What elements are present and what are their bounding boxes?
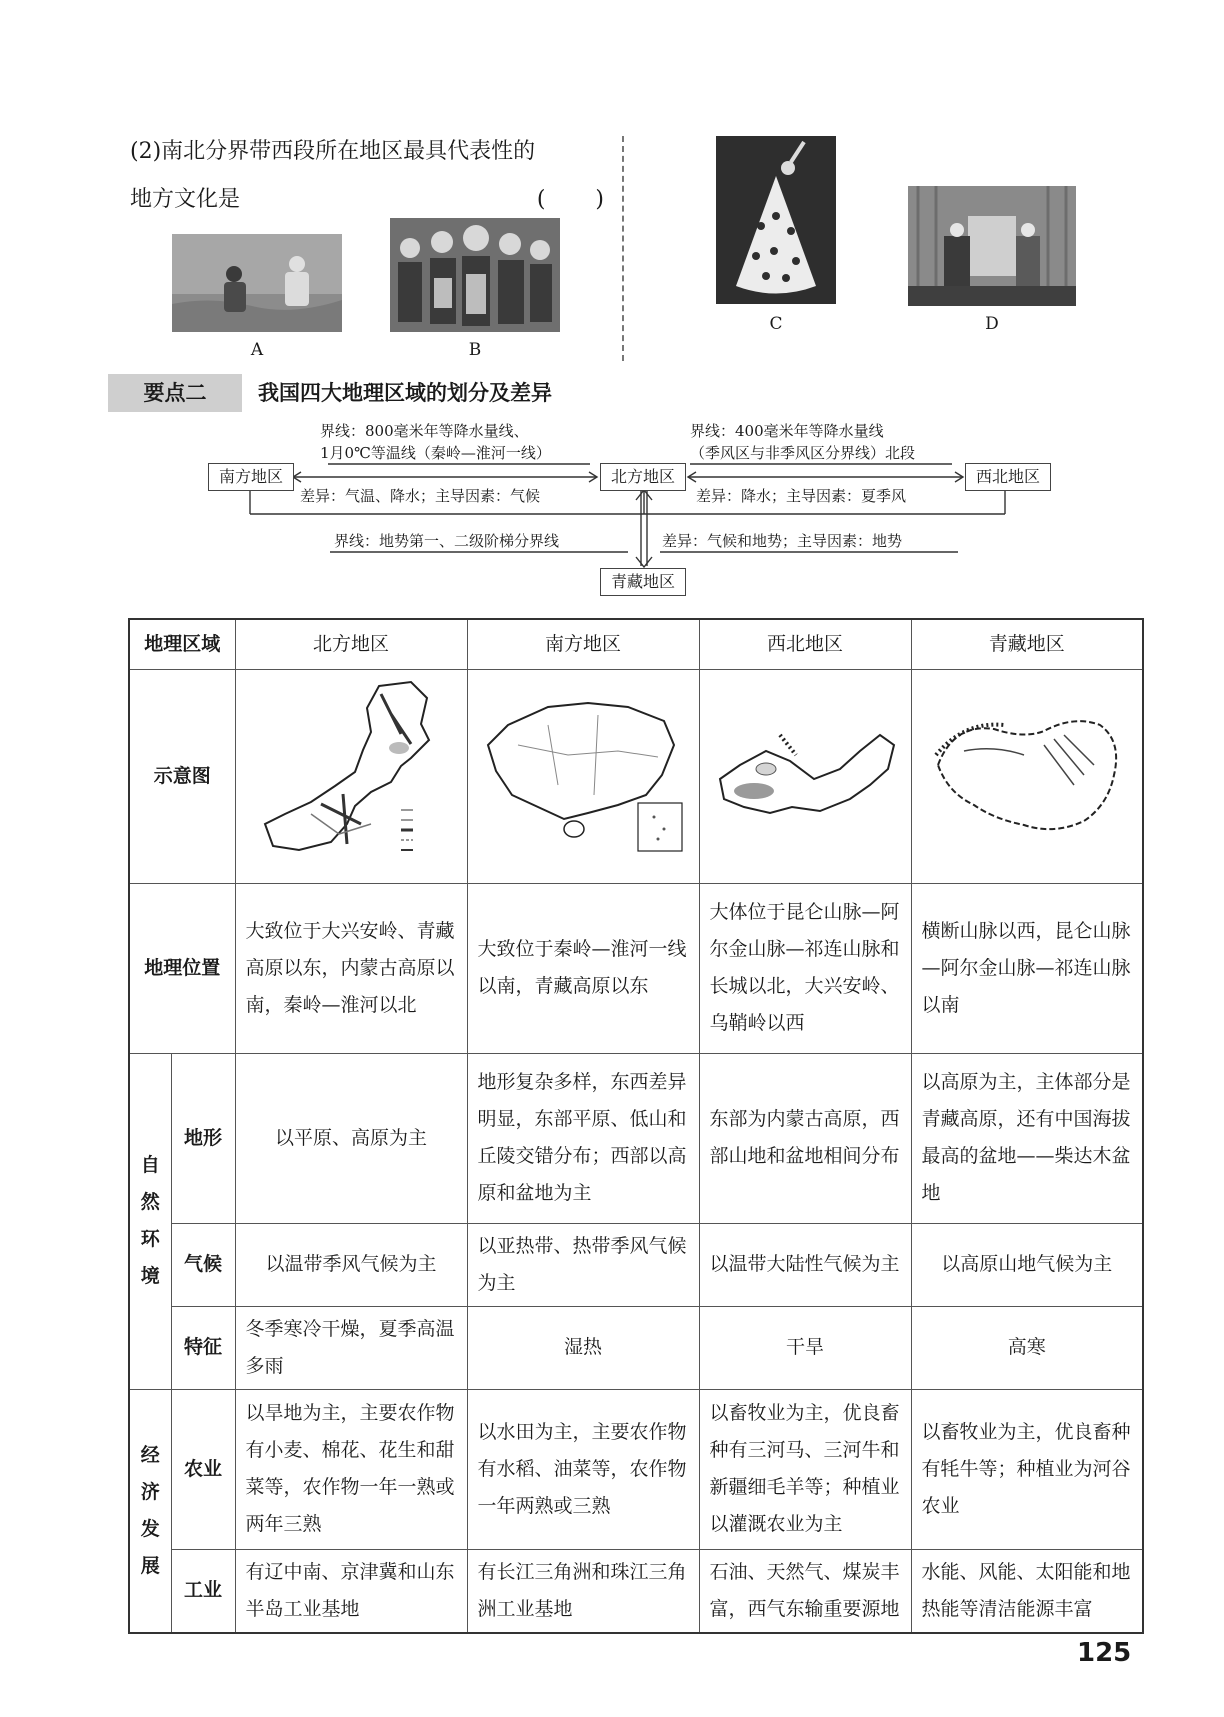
agriculture-northwest: 以畜牧业为主，优良畜种有三河马、三河牛和新疆细毛羊等；种植业以灌溉农业为主	[699, 1389, 911, 1549]
table-header-row	[129, 619, 1143, 669]
location-row	[129, 883, 1143, 1053]
location-northwest: 大体位于昆仑山脉—阿尔金山脉—祁连山脉和长城以北，大兴安岭、乌鞘岭以西	[699, 883, 911, 1053]
north-map-icon	[251, 674, 451, 866]
feature-north: 冬季寒冷干燥，夏季高温多雨	[235, 1306, 467, 1389]
section-title: 我国四大地理区域的划分及差异	[258, 381, 552, 405]
industry-row	[129, 1549, 1143, 1633]
nature-group-label	[129, 1053, 171, 1389]
right-boundary-line2: （季风区与非季风区分界线）北段	[690, 444, 916, 462]
agriculture-qingzang: 以畜牧业为主，优良畜种有牦牛等；种植业为河谷农业	[911, 1389, 1143, 1549]
agriculture-north: 以旱地为主，主要农作物有小麦、棉花、花生和甜菜等，农作物一年一熟或两年三熟	[235, 1389, 467, 1549]
caption-b: B	[468, 340, 482, 360]
climate-north: 以温带季风气候为主	[235, 1223, 467, 1306]
photo-b	[390, 218, 560, 332]
header-qingzang: 青藏地区	[911, 619, 1143, 669]
caption-d: D	[985, 314, 999, 334]
dashed-divider	[622, 136, 624, 361]
box-north-region: 北方地区	[600, 463, 686, 491]
left-boundary-line1: 界线：800毫米年等降水量线、	[320, 422, 529, 440]
map-row-label: 示意图	[129, 669, 235, 883]
industry-northwest: 石油、天然气、煤炭丰富，西气东输重要源地	[699, 1549, 911, 1633]
economy-group-text: 经济发展	[140, 1443, 160, 1577]
left-boundary-line2: 1月0℃等温线（秦岭—淮河一线）	[320, 444, 551, 462]
economy-group-label	[129, 1389, 171, 1633]
header-north: 北方地区	[235, 619, 467, 669]
bottom-boundary: 界线：地势第一、二级阶梯分界线	[334, 532, 560, 550]
region-comparison-table	[128, 618, 1144, 1634]
location-north: 大致位于大兴安岭、青藏高原以东，内蒙古高原以南，秦岭—淮河以北	[235, 883, 467, 1053]
caption-c: C	[769, 314, 783, 334]
agriculture-south: 以水田为主，主要农作物有水稻、油菜等，农作物一年两熟或三熟	[467, 1389, 699, 1549]
header-northwest: 西北地区	[699, 619, 911, 669]
bottom-difference: 差异：气候和地势；主导因素：地势	[662, 532, 903, 550]
right-difference: 差异：降水；主导因素：夏季风	[696, 487, 907, 505]
header-south: 南方地区	[467, 619, 699, 669]
feature-label: 特征	[171, 1306, 235, 1389]
page-number: 125	[1077, 1638, 1132, 1668]
box-south-region: 南方地区	[208, 463, 294, 491]
terrain-qingzang: 以高原为主，主体部分是青藏高原，还有中国海拔最高的盆地——柴达木盆地	[911, 1053, 1143, 1223]
region-diagram	[0, 420, 1224, 600]
feature-south: 湿热	[467, 1306, 699, 1389]
question-line-1: (2)南北分界带西段所在地区最具代表性的	[130, 139, 536, 164]
feature-northwest: 干旱	[699, 1306, 911, 1389]
south-map-icon	[478, 685, 690, 855]
agriculture-label: 农业	[171, 1389, 235, 1549]
header-region: 地理区域	[129, 619, 235, 669]
box-northwest-region: 西北地区	[965, 463, 1051, 491]
photo-c	[716, 136, 836, 304]
box-qingzang-region: 青藏地区	[600, 568, 686, 596]
terrain-north: 以平原、高原为主	[235, 1053, 467, 1223]
climate-south: 以亚热带、热带季风气候为主	[467, 1223, 699, 1306]
qingzang-region-map	[911, 669, 1143, 883]
caption-a: A	[250, 340, 264, 360]
question-line-2: 地方文化是	[130, 187, 241, 212]
industry-qingzang: 水能、风能、太阳能和地热能等清洁能源丰富	[911, 1549, 1143, 1633]
photo-a	[172, 234, 342, 332]
climate-northwest: 以温带大陆性气候为主	[699, 1223, 911, 1306]
industry-north: 有辽中南、京津冀和山东半岛工业基地	[235, 1549, 467, 1633]
question-text	[130, 128, 618, 224]
location-south: 大致位于秦岭—淮河一线以南，青藏高原以东	[467, 883, 699, 1053]
climate-qingzang: 以高原山地气候为主	[911, 1223, 1143, 1306]
section-heading	[108, 374, 1128, 412]
north-region-map	[235, 669, 467, 883]
terrain-northwest: 东部为内蒙古高原，西部山地和盆地相间分布	[699, 1053, 911, 1223]
northwest-region-map	[699, 669, 911, 883]
climate-row	[129, 1223, 1143, 1306]
terrain-south: 地形复杂多样，东西差异明显，东部平原、低山和丘陵交错分布；西部以高原和盆地为主	[467, 1053, 699, 1223]
feature-row	[129, 1306, 1143, 1389]
feature-qingzang: 高寒	[911, 1306, 1143, 1389]
answer-parentheses: ( )	[536, 187, 618, 212]
northwest-map-icon	[710, 695, 900, 845]
industry-label: 工业	[171, 1549, 235, 1633]
map-row	[129, 669, 1143, 883]
photo-d	[908, 186, 1076, 306]
climate-label: 气候	[171, 1223, 235, 1306]
industry-south: 有长江三角洲和珠江三角洲工业基地	[467, 1549, 699, 1633]
terrain-label: 地形	[171, 1053, 235, 1223]
right-boundary-line1: 界线：400毫米年等降水量线	[690, 422, 884, 440]
section-tag: 要点二	[108, 374, 242, 412]
nature-group-text: 自然环境	[140, 1154, 160, 1287]
location-label: 地理位置	[129, 883, 235, 1053]
agriculture-row	[129, 1389, 1143, 1549]
location-qingzang: 横断山脉以西，昆仑山脉—阿尔金山脉—祁连山脉以南	[911, 883, 1143, 1053]
terrain-row	[129, 1053, 1143, 1223]
qingzang-map-icon	[924, 695, 1130, 845]
left-difference: 差异：气温、降水；主导因素：气候	[300, 487, 541, 505]
south-region-map	[467, 669, 699, 883]
